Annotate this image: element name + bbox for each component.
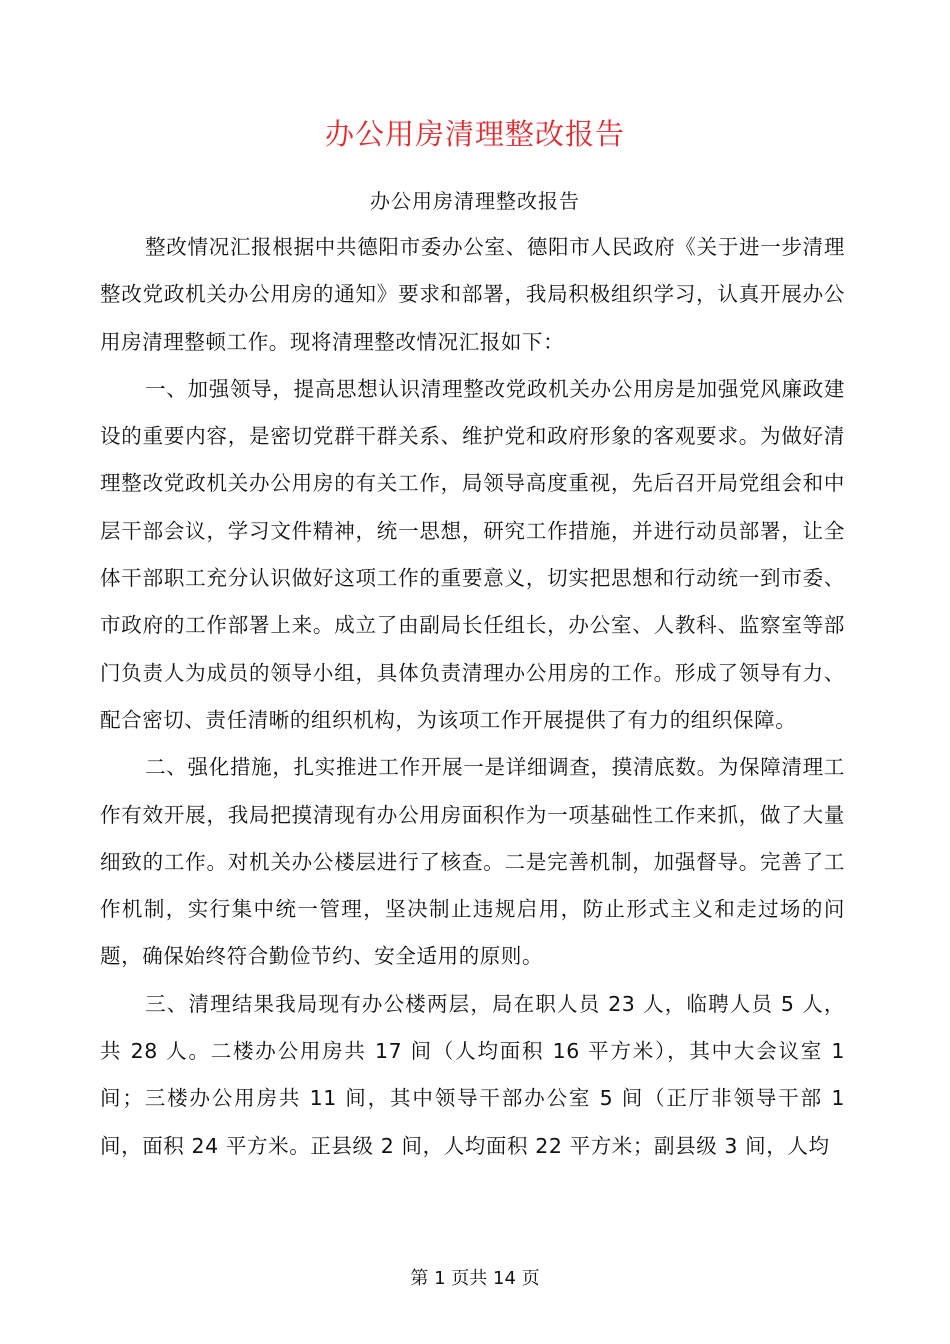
document-title: 办公用房清理整改报告 bbox=[324, 117, 625, 151]
document-body bbox=[100, 224, 845, 1170]
page-footer: 第 1 页共 14 页 bbox=[410, 1268, 540, 1289]
paragraph-intro: 整改情况汇报根据中共德阳市委办公室、德阳市人民政府《关于进一步清理整改党政机关办公用房的通知》要求和部署，我局积极组织学习，认真开展办公用房清理整顿工作。现将清理整改情况汇报如下： bbox=[100, 235, 845, 354]
document-subtitle: 办公用房清理整改报告 bbox=[370, 189, 580, 213]
paragraph-section-3: 三、清理结果我局现有办公楼两层，局在职人员 23 人，临聘人员 5 人，共 28 人。二楼办公用房共 17 间（人均面积 16 平方米），其中大会议室 1 间；三楼办公用房共 11 间，其中领导干部办公室 5 间（正厅非领导干部 1 间，面积 24 平方米。正县级 2 间，人均面积 22 平方米；副县级 3 间，人均 bbox=[100, 991, 845, 1158]
paragraph-section-2: 二、强化措施，扎实推进工作开展一是详细调查，摸清底数。为保障清理工作有效开展，我局把摸清现有办公用房面积作为一项基础性工作来抓，做了大量细致的工作。对机关办公楼层进行了核查。二是完善机制，加强督导。完善了工作机制，实行集中统一管理，坚决制止违规启用，防止形式主义和走过场的问题，确保始终符合勤俭节约、安全适用的原则。 bbox=[100, 755, 845, 969]
paragraph-section-1: 一、加强领导，提高思想认识清理整改党政机关办公用房是加强党风廉政建设的重要内容，是密切党群干群关系、维护党和政府形象的客观要求。为做好清理整改党政机关办公用房的有关工作，局领导高度重视，先后召开局党组会和中层干部会议，学习文件精神，统一思想，研究工作措施，并进行动员部署，让全体干部职工充分认识做好这项工作的重要意义，切实把思想和行动统一到市委、市政府的工作部署上来。成立了由副局长任组长，办公室、人教科、监察室等部门负责人为成员的领导小组，具体负责清理办公用房的工作。形成了领导有力、配合密切、责任清晰的组织机构，为该项工作开展提供了有力的组织保障。 bbox=[100, 376, 845, 732]
